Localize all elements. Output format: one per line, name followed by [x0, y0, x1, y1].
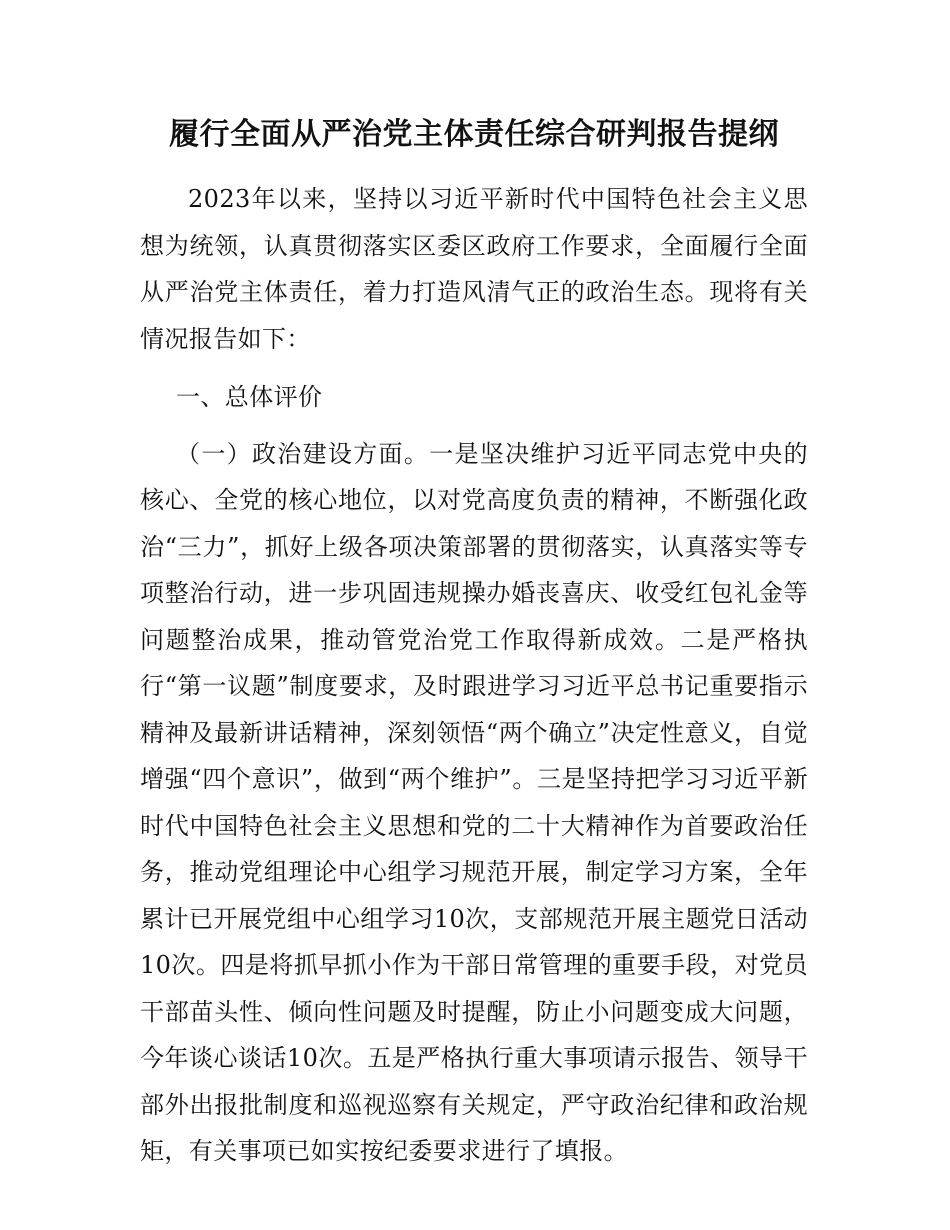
political-construction-paragraph: （一）政治建设方面。一是坚决维护习近平同志党中央的核心、全党的核心地位，以对党高度负责的精神，不断强化政治“三力”，抓好上级各项决策部署的贯彻落实，认真落实等专项整治行动，进一步巩固违规操办婚丧喜庆、收受红包礼金等问题整治成果，推动管党治党工作取得新成效。二是严格执行“第一议题”制度要求，及时跟进学习习近平总书记重要指示精神及最新讲话精神，深刻领悟“两个确立”决定性意义，自觉增强“四个意识”，做到“两个维护”。三是坚持把学习习近平新时代中国特色社会主义思想和党的二十大精神作为首要政治任务，推动党组理论中心组学习规范开展，制定学习方案，全年累计已开展党组中心组学习10次，支部规范开展主题党日活动10次。四是将抓早抓小作为干部日常管理的重要手段，对党员干部苗头性、倾向性问题及时提醒，防止小问题变成大问题，今年谈心谈话10次。五是严格执行重大事项请示报告、领导干部外出报批制度和巡视巡察有关规定，严守政治纪律和政治规矩，有关事项已如实按纪委要求进行了填报。 — [140, 439, 808, 1165]
document-title: 履行全面从严治党主体责任综合研判报告提纲 — [169, 117, 779, 152]
intro-paragraph: 2023年以来，坚持以习近平新时代中国特色社会主义思想为统领，认真贯彻落实区委区政府工作要求，全面履行全面从严治党主体责任，着力打造风清气正的政治生态。现将有关情况报告如下： — [140, 185, 808, 353]
section-heading-overall-evaluation: 一、总体评价 — [176, 383, 323, 411]
document-page — [140, 108, 808, 1175]
